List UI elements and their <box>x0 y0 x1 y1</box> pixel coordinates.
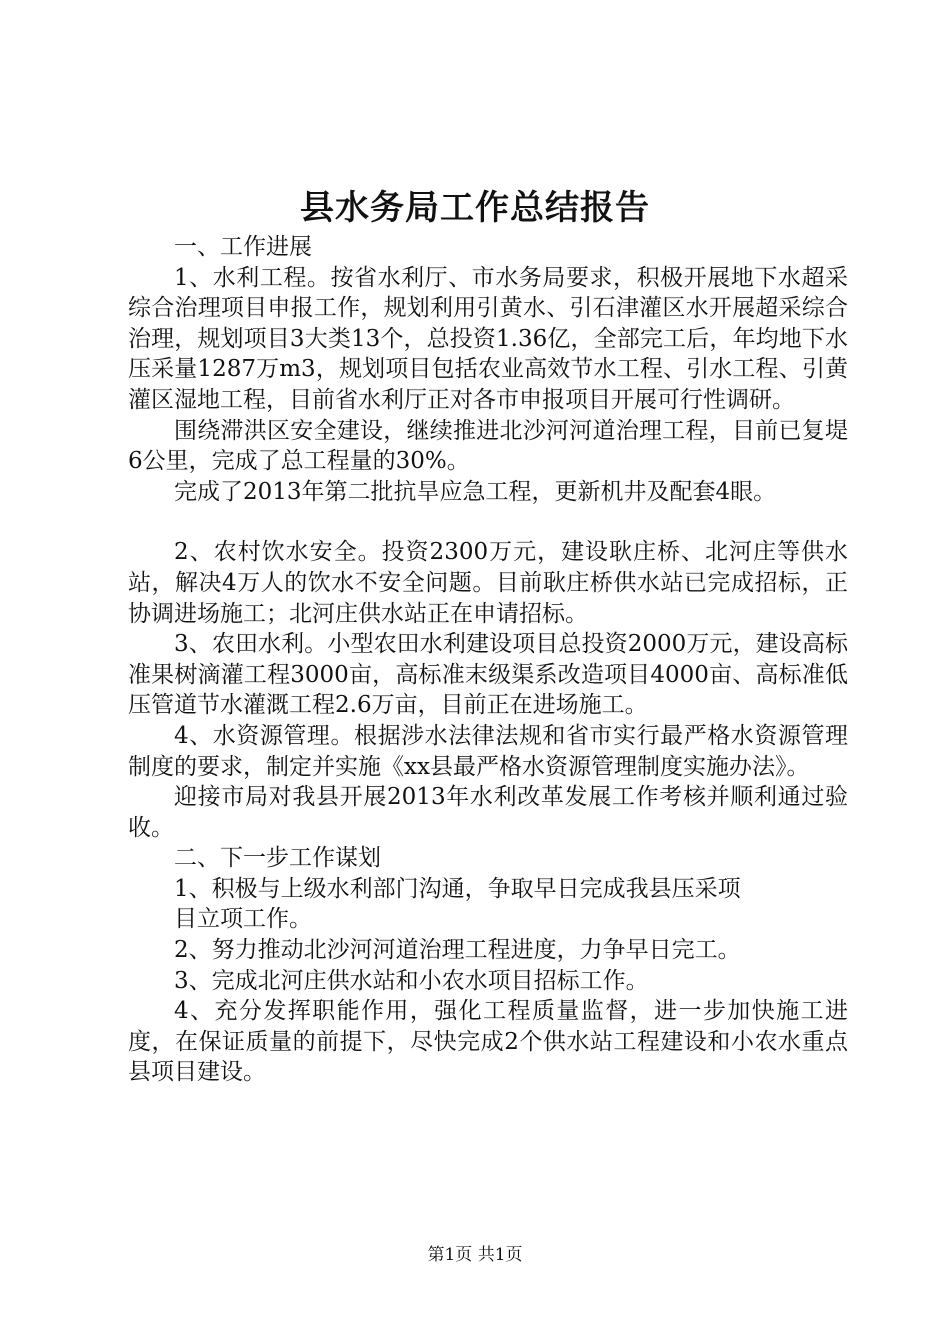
plan-item-2: 2、努力推动北沙河河道治理工程进度，力争早日完工。 <box>174 937 741 964</box>
paragraph-water-projects: 1、水利工程。按省水利厅、市水务局要求，积极开展地下水超采综合治理项目申报工作，规划利用引黄水、引石津灌区水开展超采综合治理，规划项目3大类13个，总投资1.36亿，全部完工后，年均地下水压采量1287万m3，规划项目包括农业高效节水工程、引水工程、引黄灌区湿地工程，目前省水利厅正对各市申报项目开展可行性调研。 <box>128 264 848 413</box>
paragraph-water-resources: 4、水资源管理。根据涉水法律法规和省市实行最严格水资源管理制度的要求，制定并实施《xx县最严格水资源管理制度实施办法》。 <box>128 722 848 780</box>
plan-item-3: 3、完成北河庄供水站和小农水项目招标工作。 <box>174 967 649 994</box>
plan-item-4: 4、充分发挥职能作用，强化工程质量监督，进一步加快施工进度，在保证质量的前提下，尽快完成2个供水站工程建设和小农水重点县项目建设。 <box>128 998 848 1086</box>
section-heading-plan: 二、下一步工作谋划 <box>174 845 381 872</box>
document-title: 县水务局工作总结报告 <box>300 188 650 228</box>
page-footer: 第1页 共1页 <box>427 1245 523 1265</box>
document-body <box>128 232 848 1088</box>
plan-item-1: 1、积极与上级水利部门沟通，争取早日完成我县压采项 <box>174 875 741 902</box>
plan-item-1-continued: 目立项工作。 <box>174 906 312 933</box>
paragraph-drought-relief: 完成了2013年第二批抗旱应急工程，更新机井及配套4眼。 <box>174 478 777 505</box>
paragraph-drinking-water: 2、农村饮水安全。投资2300万元，建设耿庄桥、北河庄等供水站，解决4万人的饮水不安全问题。目前耿庄桥供水站已完成招标，正协调进场施工；北河庄供水站正在申请招标。 <box>128 539 848 627</box>
paragraph-flood-zone: 围绕滞洪区安全建设，继续推进北沙河河道治理工程，目前已复堤6公里，完成了总工程量的30%。 <box>128 417 848 475</box>
paragraph-inspection: 迎接市局对我县开展2013年水利改革发展工作考核并顺利通过验收。 <box>128 784 848 841</box>
paragraph-farmland-water: 3、农田水利。小型农田水利建设项目总投资2000万元，建设高标准果树滴灌工程3000亩，高标准末级渠系改造项目4000亩、高标准低压管道节水灌溉工程2.6万亩，目前正在进场施工。 <box>128 631 848 719</box>
section-heading-progress: 一、工作进展 <box>174 234 312 260</box>
paragraph-gap <box>128 507 848 537</box>
